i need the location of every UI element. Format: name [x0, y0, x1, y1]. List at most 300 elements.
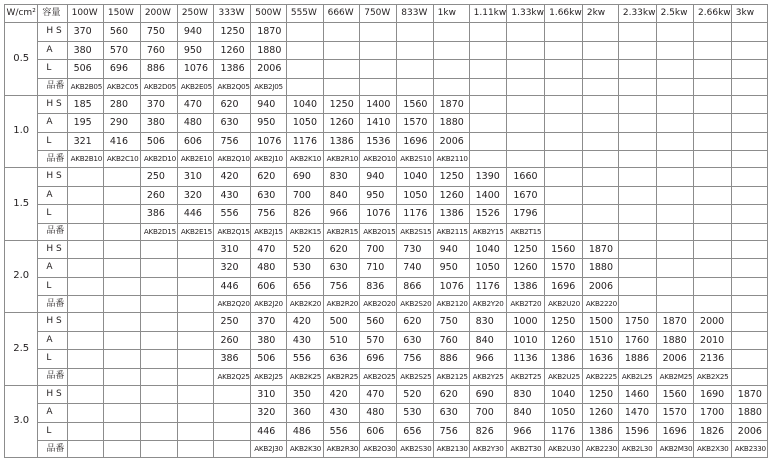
part-number-cell: AKB2O30 [360, 441, 397, 458]
value-cell: 560 [360, 313, 397, 332]
value-cell: 1076 [433, 277, 469, 296]
value-cell: 656 [397, 422, 433, 441]
value-cell [67, 205, 103, 224]
value-cell: 1870 [582, 240, 618, 259]
part-number-cell: AKB2J05 [251, 78, 287, 95]
value-cell: 1696 [545, 277, 583, 296]
part-number-cell: AKB2D05 [140, 78, 177, 95]
value-cell [656, 114, 693, 133]
value-cell: 2136 [694, 350, 732, 369]
value-cell [582, 60, 618, 79]
wattage-header-555w: 555W [286, 5, 323, 23]
table-row [5, 240, 768, 259]
value-cell: 1870 [433, 95, 469, 114]
value-cell [656, 277, 693, 296]
value-cell: 606 [360, 422, 397, 441]
part-number-cell: AKB2S30 [397, 441, 433, 458]
value-cell [731, 168, 767, 187]
part-number-cell [67, 368, 103, 385]
value-cell [731, 331, 767, 350]
dimension-label: H S [38, 240, 67, 259]
density-group [5, 385, 768, 458]
value-cell: 1750 [618, 313, 656, 332]
value-cell: 1250 [545, 313, 583, 332]
part-number-cell [177, 368, 214, 385]
value-cell [731, 114, 767, 133]
value-cell [67, 186, 103, 205]
value-cell: 1400 [469, 186, 507, 205]
value-cell: 606 [177, 132, 214, 151]
value-cell [694, 259, 732, 278]
part-number-cell [731, 368, 767, 385]
part-number-cell: AKB2E10 [177, 151, 214, 168]
wattage-header-1-33kw: 1.33kw [507, 5, 545, 23]
part-number-cell [140, 296, 177, 313]
table-row [5, 60, 768, 79]
part-number-cell: AKB2C10 [103, 151, 140, 168]
part-number-cell [582, 223, 618, 240]
value-cell: 886 [140, 60, 177, 79]
value-cell: 750 [140, 23, 177, 42]
value-cell: 620 [397, 313, 433, 332]
value-cell [545, 41, 583, 60]
part-number-cell: AKB2120 [433, 296, 469, 313]
part-number-cell [694, 296, 732, 313]
value-cell: 310 [214, 240, 251, 259]
value-cell: 2006 [433, 132, 469, 151]
value-cell [360, 23, 397, 42]
part-number-cell: AKB2O20 [360, 296, 397, 313]
part-number-cell [656, 151, 693, 168]
value-cell [731, 350, 767, 369]
part-number-cell: AKB2K20 [286, 296, 323, 313]
value-cell [67, 240, 103, 259]
part-number-cell: AKB2J30 [251, 441, 287, 458]
dimension-label: H S [38, 95, 67, 114]
value-cell: 1250 [582, 385, 618, 404]
value-cell: 1260 [323, 114, 360, 133]
value-cell: 1260 [545, 331, 583, 350]
part-number-cell: AKB2E05 [177, 78, 214, 95]
part-number-cell: AKB2230 [582, 441, 618, 458]
value-cell [469, 60, 507, 79]
table-row [5, 95, 768, 114]
value-cell: 1696 [656, 422, 693, 441]
value-cell: 310 [177, 168, 214, 187]
value-cell [545, 95, 583, 114]
part-number-cell [582, 151, 618, 168]
value-cell: 380 [67, 41, 103, 60]
value-cell [360, 60, 397, 79]
value-cell: 1880 [582, 259, 618, 278]
table-row [5, 313, 768, 332]
dimension-label: H S [38, 313, 67, 332]
part-number-cell [656, 78, 693, 95]
wattage-header-200w: 200W [140, 5, 177, 23]
value-cell: 620 [323, 240, 360, 259]
wattage-header-666w: 666W [323, 5, 360, 23]
value-cell [618, 277, 656, 296]
value-cell: 185 [67, 95, 103, 114]
value-cell: 1500 [582, 313, 618, 332]
value-cell: 430 [286, 331, 323, 350]
value-cell [731, 205, 767, 224]
part-number-cell [582, 78, 618, 95]
value-cell: 966 [507, 422, 545, 441]
value-cell: 1176 [397, 205, 433, 224]
part-number-label: 品番 [38, 441, 67, 458]
value-cell: 830 [507, 385, 545, 404]
value-cell: 886 [433, 350, 469, 369]
part-number-cell [731, 296, 767, 313]
value-cell: 826 [469, 422, 507, 441]
value-cell [140, 259, 177, 278]
value-cell: 1250 [433, 168, 469, 187]
part-number-cell: AKB2U25 [545, 368, 583, 385]
value-cell: 260 [140, 186, 177, 205]
value-cell: 636 [323, 350, 360, 369]
value-cell [177, 240, 214, 259]
value-cell [694, 186, 732, 205]
value-cell [507, 114, 545, 133]
part-number-cell: AKB2Y15 [469, 223, 507, 240]
value-cell: 760 [433, 331, 469, 350]
value-cell [545, 60, 583, 79]
density-value: 0.5 [5, 23, 38, 96]
part-number-cell: AKB2T30 [507, 441, 545, 458]
part-number-cell: AKB2R10 [323, 151, 360, 168]
value-cell: 1176 [286, 132, 323, 151]
value-cell [214, 385, 251, 404]
value-cell [103, 186, 140, 205]
value-cell: 756 [214, 132, 251, 151]
value-cell: 1050 [397, 186, 433, 205]
value-cell: 1690 [694, 385, 732, 404]
value-cell [507, 23, 545, 42]
part-number-cell: AKB2X25 [694, 368, 732, 385]
dimension-label: A [38, 41, 67, 60]
value-cell: 380 [251, 331, 287, 350]
part-number-cell [507, 151, 545, 168]
value-cell: 1040 [286, 95, 323, 114]
value-cell [177, 350, 214, 369]
value-cell [694, 95, 732, 114]
dimension-label: A [38, 186, 67, 205]
value-cell [582, 186, 618, 205]
value-cell: 836 [360, 277, 397, 296]
part-number-cell: AKB2115 [433, 223, 469, 240]
part-number-cell: AKB2Q20 [214, 296, 251, 313]
value-cell: 430 [323, 404, 360, 423]
value-cell: 1400 [360, 95, 397, 114]
value-cell [545, 132, 583, 151]
value-cell [731, 95, 767, 114]
value-cell [140, 277, 177, 296]
value-cell: 1410 [360, 114, 397, 133]
value-cell [177, 422, 214, 441]
part-number-cell: AKB2Q05 [214, 78, 251, 95]
value-cell: 840 [507, 404, 545, 423]
part-number-cell [433, 78, 469, 95]
value-cell: 500 [323, 313, 360, 332]
part-number-cell [103, 441, 140, 458]
value-cell [103, 350, 140, 369]
value-cell [545, 114, 583, 133]
value-cell: 940 [433, 240, 469, 259]
part-number-cell: AKB2Q15 [214, 223, 251, 240]
value-cell: 556 [214, 205, 251, 224]
part-number-cell: AKB2D15 [140, 223, 177, 240]
value-cell [656, 23, 693, 42]
value-cell: 826 [286, 205, 323, 224]
density-value: 2.0 [5, 240, 38, 313]
part-number-cell [731, 151, 767, 168]
heater-spec-table [4, 4, 768, 458]
value-cell [731, 23, 767, 42]
value-cell [618, 259, 656, 278]
value-cell: 1260 [582, 404, 618, 423]
value-cell [103, 404, 140, 423]
dimension-label: A [38, 404, 67, 423]
value-cell: 1260 [507, 259, 545, 278]
value-cell: 320 [214, 259, 251, 278]
table-row [5, 296, 768, 313]
part-number-cell [177, 296, 214, 313]
part-number-cell [656, 296, 693, 313]
value-cell: 1670 [507, 186, 545, 205]
value-cell [140, 240, 177, 259]
part-number-cell [177, 441, 214, 458]
part-number-label: 品番 [38, 368, 67, 385]
part-number-cell: AKB2110 [433, 151, 469, 168]
part-number-cell [469, 151, 507, 168]
value-cell [103, 205, 140, 224]
value-cell [323, 41, 360, 60]
value-cell: 1570 [656, 404, 693, 423]
part-number-cell [103, 296, 140, 313]
value-cell [582, 114, 618, 133]
value-cell: 1880 [433, 114, 469, 133]
value-cell: 756 [433, 422, 469, 441]
part-number-cell: AKB2R30 [323, 441, 360, 458]
table-row [5, 205, 768, 224]
part-number-cell [103, 368, 140, 385]
value-cell [656, 259, 693, 278]
value-cell [140, 331, 177, 350]
value-cell: 696 [103, 60, 140, 79]
dimension-label: A [38, 114, 67, 133]
value-cell [433, 23, 469, 42]
part-number-cell: AKB2Y25 [469, 368, 507, 385]
value-cell [731, 313, 767, 332]
value-cell [507, 95, 545, 114]
value-cell [507, 41, 545, 60]
value-cell [731, 41, 767, 60]
value-cell [67, 259, 103, 278]
dimension-label: L [38, 205, 67, 224]
value-cell [694, 132, 732, 151]
value-cell: 1570 [397, 114, 433, 133]
density-value: 2.5 [5, 313, 38, 386]
value-cell [397, 60, 433, 79]
value-cell [286, 41, 323, 60]
value-cell [140, 422, 177, 441]
dimension-label: L [38, 277, 67, 296]
value-cell: 320 [177, 186, 214, 205]
value-cell: 1560 [397, 95, 433, 114]
part-number-cell: AKB2O10 [360, 151, 397, 168]
part-number-cell [545, 151, 583, 168]
part-number-cell: AKB2L30 [618, 441, 656, 458]
dimension-label: H S [38, 23, 67, 42]
part-number-cell: AKB2M30 [656, 441, 693, 458]
value-cell [469, 41, 507, 60]
value-cell: 756 [323, 277, 360, 296]
part-number-cell: AKB2Q10 [214, 151, 251, 168]
part-number-cell: AKB2Q25 [214, 368, 251, 385]
value-cell [694, 60, 732, 79]
value-cell: 1260 [433, 186, 469, 205]
value-cell [656, 240, 693, 259]
value-cell: 760 [140, 41, 177, 60]
value-cell: 750 [433, 313, 469, 332]
part-number-cell: AKB2R20 [323, 296, 360, 313]
part-number-label: 品番 [38, 223, 67, 240]
value-cell: 1386 [507, 277, 545, 296]
value-cell [618, 240, 656, 259]
value-cell: 386 [140, 205, 177, 224]
part-number-cell [140, 441, 177, 458]
value-cell: 1050 [469, 259, 507, 278]
value-cell: 416 [103, 132, 140, 151]
value-cell: 570 [103, 41, 140, 60]
value-cell: 940 [251, 95, 287, 114]
value-cell: 840 [323, 186, 360, 205]
value-cell [103, 168, 140, 187]
wattage-header-333w: 333W [214, 5, 251, 23]
table-row [5, 151, 768, 168]
part-number-cell: AKB2J25 [251, 368, 287, 385]
value-cell [433, 41, 469, 60]
value-cell: 1050 [286, 114, 323, 133]
value-cell: 1040 [469, 240, 507, 259]
value-cell [694, 114, 732, 133]
value-cell: 260 [214, 331, 251, 350]
part-number-cell [618, 223, 656, 240]
wattage-header-500w: 500W [251, 5, 287, 23]
wattage-header-150w: 150W [103, 5, 140, 23]
density-value: 1.0 [5, 95, 38, 168]
value-cell: 1880 [731, 404, 767, 423]
value-cell [656, 95, 693, 114]
wattage-header-2-33kw: 2.33kw [618, 5, 656, 23]
wattage-header-3kw: 3kw [731, 5, 767, 23]
value-cell: 556 [286, 350, 323, 369]
value-cell [731, 60, 767, 79]
dimension-label: H S [38, 168, 67, 187]
value-cell [67, 422, 103, 441]
value-cell: 950 [177, 41, 214, 60]
value-cell [618, 60, 656, 79]
value-cell [103, 240, 140, 259]
value-cell: 510 [323, 331, 360, 350]
value-cell: 756 [251, 205, 287, 224]
value-cell: 1260 [214, 41, 251, 60]
part-number-cell: AKB2Y20 [469, 296, 507, 313]
part-number-cell [103, 223, 140, 240]
value-cell [469, 132, 507, 151]
value-cell: 620 [214, 95, 251, 114]
value-cell [656, 168, 693, 187]
value-cell: 530 [286, 259, 323, 278]
value-cell [140, 385, 177, 404]
value-cell: 1386 [545, 350, 583, 369]
value-cell: 966 [323, 205, 360, 224]
value-cell [67, 404, 103, 423]
value-cell: 630 [397, 331, 433, 350]
part-number-cell: AKB2S20 [397, 296, 433, 313]
value-cell: 530 [397, 404, 433, 423]
value-cell [618, 95, 656, 114]
table-row [5, 350, 768, 369]
part-number-cell: AKB2R25 [323, 368, 360, 385]
part-number-cell: AKB2O15 [360, 223, 397, 240]
dimension-label: H S [38, 385, 67, 404]
value-cell: 1596 [618, 422, 656, 441]
value-cell [397, 23, 433, 42]
value-cell: 506 [140, 132, 177, 151]
value-cell [177, 277, 214, 296]
part-number-cell: AKB2130 [433, 441, 469, 458]
value-cell: 370 [251, 313, 287, 332]
value-cell [694, 277, 732, 296]
part-number-cell: AKB2R15 [323, 223, 360, 240]
density-column-header: W/cm² [5, 5, 38, 23]
value-cell [103, 422, 140, 441]
value-cell: 1636 [582, 350, 618, 369]
value-cell: 1870 [656, 313, 693, 332]
value-cell: 350 [286, 385, 323, 404]
value-cell: 1870 [731, 385, 767, 404]
value-cell: 1826 [694, 422, 732, 441]
value-cell: 1796 [507, 205, 545, 224]
table-row [5, 277, 768, 296]
value-cell [507, 132, 545, 151]
part-number-cell: AKB2S15 [397, 223, 433, 240]
value-cell: 420 [286, 313, 323, 332]
value-cell: 420 [323, 385, 360, 404]
capacity-column-header: 容量 [38, 5, 67, 23]
wattage-header-100w: 100W [67, 5, 103, 23]
table-row [5, 114, 768, 133]
value-cell: 386 [214, 350, 251, 369]
value-cell: 690 [469, 385, 507, 404]
part-number-cell: AKB2T25 [507, 368, 545, 385]
value-cell: 700 [469, 404, 507, 423]
value-cell: 1470 [618, 404, 656, 423]
value-cell: 756 [397, 350, 433, 369]
value-cell [103, 277, 140, 296]
value-cell [618, 41, 656, 60]
value-cell: 630 [214, 114, 251, 133]
part-number-cell: AKB2C05 [103, 78, 140, 95]
part-number-cell [694, 151, 732, 168]
part-number-cell: AKB2S25 [397, 368, 433, 385]
value-cell: 830 [323, 168, 360, 187]
value-cell: 420 [214, 168, 251, 187]
density-group [5, 168, 768, 241]
value-cell: 370 [67, 23, 103, 42]
